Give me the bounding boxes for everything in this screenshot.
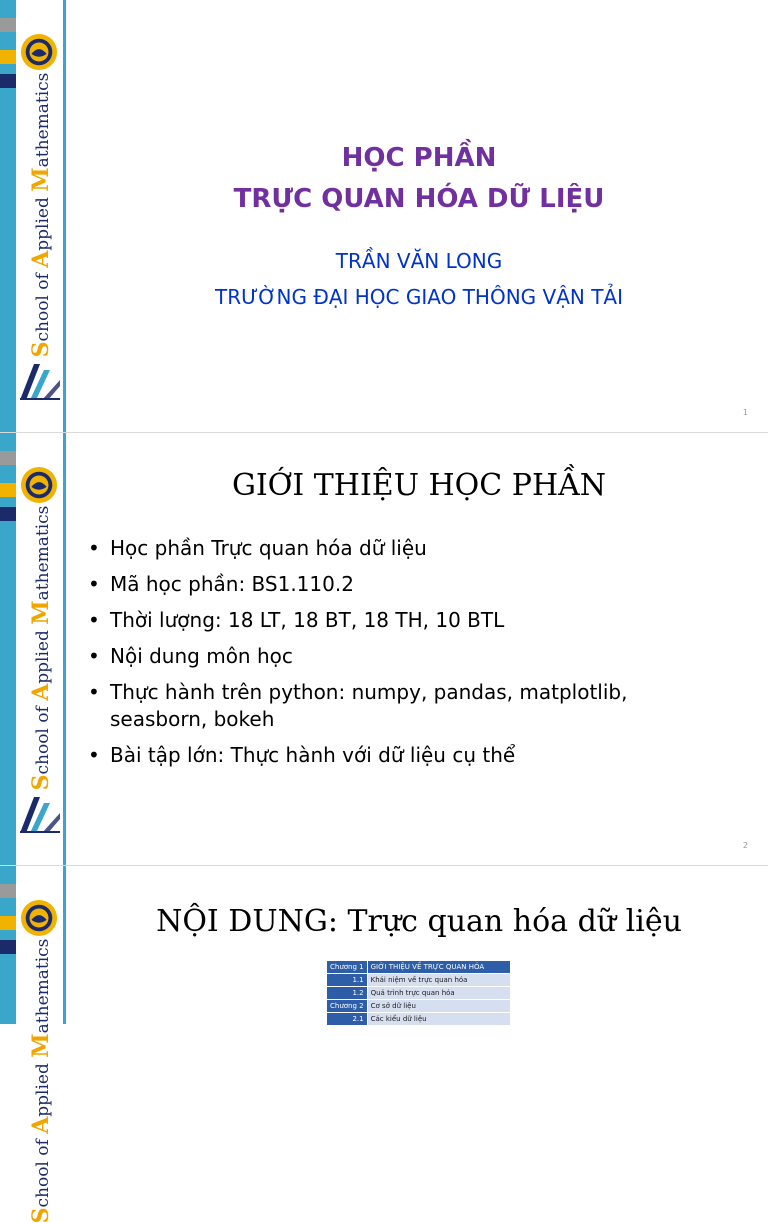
table-cell: Quá trình trực quan hóa (367, 987, 510, 1000)
strip-bar (0, 0, 16, 432)
list-item: • Nội dung môn học (88, 643, 688, 670)
author-name: TRẦN VĂN LONG (335, 249, 503, 273)
strip-square (0, 940, 16, 954)
bullet-list (88, 535, 688, 778)
table-cell: Các kiểu dữ liệu (367, 1013, 510, 1026)
strip-line (63, 433, 66, 865)
table-cell: 2.1 (327, 1013, 368, 1026)
institution-name: TRƯỜNG ĐẠI HỌC GIAO THÔNG VẬN TẢI (214, 285, 623, 309)
page-number: 1 (742, 408, 748, 417)
list-item: • Bài tập lớn: Thực hành với dữ liệu cụ thể (88, 742, 688, 769)
list-item: • Mã học phần: BS1.110.2 (88, 571, 688, 598)
table-cell: Cơ sở dữ liệu (367, 1000, 510, 1013)
strip-square (0, 74, 16, 88)
strip-square (0, 916, 16, 930)
slide-title: NỘI DUNG: Trực quan hóa dữ liệu (156, 904, 682, 939)
table-cell: 1.1 (327, 974, 368, 987)
table-cell: 1.2 (327, 987, 368, 1000)
brand-strip: School of Applied Mathematics (0, 866, 68, 1024)
university-seal-icon (20, 466, 58, 504)
brand-strip: School of Applied Mathematics (0, 0, 68, 432)
table-row (327, 987, 511, 1000)
strip-line (63, 866, 66, 1024)
slide-2[interactable] (0, 433, 768, 865)
table-row (327, 961, 511, 974)
university-seal-icon (20, 33, 58, 71)
strip-square (0, 451, 16, 465)
brand-strip: School of Applied Mathematics (0, 433, 68, 865)
table-cell: Khái niệm về trực quan hóa (367, 974, 510, 987)
university-seal-icon (20, 899, 58, 937)
strip-line (63, 0, 66, 432)
list-item: • Học phần Trực quan hóa dữ liệu (88, 535, 688, 562)
list-item: • Thực hành trên python: numpy, pandas, matplotlib, seasborn, bokeh (88, 679, 688, 733)
contents-table (326, 960, 511, 1026)
slide-title: GIỚI THIỆU HỌC PHẦN (231, 468, 607, 503)
sam-logo-icon (16, 793, 62, 837)
strip-square (0, 50, 16, 64)
table-row (327, 1000, 511, 1013)
table-cell: GIỚI THIỆU VỀ TRỰC QUAN HÓA (367, 961, 510, 974)
strip-square (0, 483, 16, 497)
table-cell: Chương 2 (327, 1000, 368, 1013)
slide-1[interactable] (0, 0, 768, 432)
page-number: 2 (742, 841, 748, 850)
course-title-line1: HỌC PHẦN (341, 143, 497, 173)
table-row (327, 974, 511, 987)
strip-bar (0, 433, 16, 865)
slide-3[interactable] (0, 866, 768, 1223)
table-row (327, 1013, 511, 1026)
list-item: • Thời lượng: 18 LT, 18 BT, 18 TH, 10 BTL (88, 607, 688, 634)
strip-square (0, 884, 16, 898)
sam-logo-icon (16, 360, 62, 404)
strip-square (0, 507, 16, 521)
strip-square (0, 18, 16, 32)
table-cell: Chương 1 (327, 961, 368, 974)
course-title-line2: TRỰC QUAN HÓA DỮ LIỆU (233, 184, 605, 214)
